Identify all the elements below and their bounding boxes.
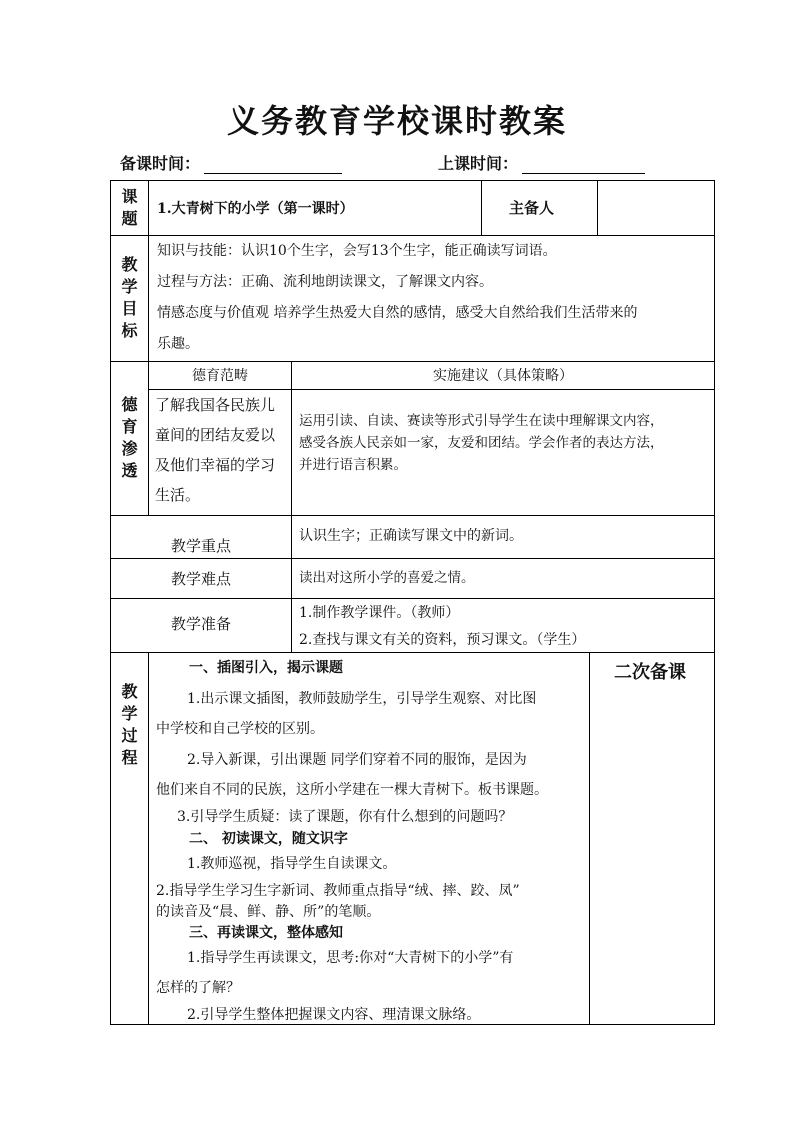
moral-label-char-4: 透 [121,461,138,480]
topic-label [111,181,148,235]
moral-scope-line-2: 童间的团结友爱以 [155,426,276,444]
process-label-char-4: 程 [121,748,138,767]
second-prep-label: 二次备课 [614,662,686,683]
process-line-8: 1.教师巡视，指导学生自读课文。 [187,856,397,872]
process-line-7: 二、 初读课文，随文识字 [189,831,348,847]
prep-time-row [120,150,342,174]
process-line-2: 1.出示课文插图，教师鼓励学生，引导学生观察、对比图 [187,691,537,707]
topic-value: 1.大青树下的小学（第一课时） [157,201,354,217]
process-line-1: 一、插图引入，揭示课题 [189,660,343,676]
key-points-label: 教学重点 [170,537,231,555]
class-time-blank [522,155,645,174]
objective-line-1: 知识与技能：认识10个生字，会写13个生字，能正确读写词语。 [157,243,557,259]
process-line-9: 2.指导学生学习生字新词、教师重点指导“绒、摔、跤、凤” [156,883,520,899]
objective-line-4: 乐趣。 [157,336,199,352]
objectives-label-char-1: 教 [121,255,138,274]
process-line-3: 中学校和自己学校的区别。 [156,721,324,737]
objectives-label-char-3: 目 [121,299,138,318]
process-label-char-1: 教 [121,682,138,701]
preparation-line-1: 1.制作教学课件。（教师） [299,605,460,621]
class-time-row [438,150,645,174]
objectives-label-char-4: 标 [121,321,138,340]
prep-time-label: 备课时间： [120,154,201,173]
moral-scope-line-3: 及他们幸福的学习 [155,456,276,474]
moral-label [111,361,148,515]
moral-scope-line-1: 了解我国各民族儿 [155,396,276,414]
difficulty-label: 教学难点 [170,570,231,588]
class-time-label: 上课时间： [438,154,519,173]
moral-scope-line-4: 生活。 [155,486,201,504]
moral-strategy-line-2: 感受各族人民亲如一家，友爱和团结。学会作者的表达方法， [299,435,664,451]
moral-strategy-line-1: 运用引读、自读、赛读等形式引导学生在读中理解课文内容， [299,413,664,429]
objective-line-2: 过程与方法：正确、流利地朗读课文，了解课文内容。 [157,274,493,290]
document-title: 义务教育学校课时教案 [226,102,567,140]
process-line-11: 三、再读课文，整体感知 [189,925,343,941]
moral-label-char-3: 渗 [121,439,138,458]
topic-label-char-1: 课 [121,187,138,206]
difficulty-value: 读出对这所小学的喜爱之情。 [299,570,475,586]
lesson-plan-table [110,180,715,1025]
objectives-label-char-2: 学 [121,277,138,296]
process-line-6: 3.引导学生质疑：读了课题，你有什么想到的问题吗？ [177,809,513,825]
process-label-char-3: 过 [121,726,138,745]
moral-col2-header: 实施建议（具体策略） [433,368,573,384]
process-label [111,681,148,791]
moral-col1-header: 德育范畴 [192,368,248,384]
process-label-char-2: 学 [121,704,138,723]
preparation-line-2: 2.查找与课文有关的资料，预习课文。（学生） [299,632,586,648]
prep-time-blank [204,155,342,174]
moral-label-char-1: 德 [121,395,138,414]
topic-label-char-2: 题 [121,209,138,228]
process-line-14: 2.引导学生整体把握课文内容、理清课文脉络。 [187,1007,481,1023]
lead-teacher-label: 主备人 [509,199,555,217]
moral-label-char-2: 育 [121,417,138,436]
objectives-label [111,235,148,361]
process-line-12: 1.指导学生再读课文，思考:你对“大青树下的小学”有 [187,950,514,966]
preparation-label: 教学准备 [170,615,231,633]
process-line-10: 的读音及“晨、鲜、静、所”的笔顺。 [156,904,381,920]
process-line-5: 他们来自不同的民族，这所小学建在一棵大青树下。板书课题。 [156,782,548,798]
process-line-4: 2.导入新课，引出课题 同学们穿着不同的服饰，是因为 [187,752,527,768]
objective-line-3: 情感态度与价值观 培养学生热爱大自然的感情，感受大自然给我们生活带来的 [157,305,638,321]
key-points-value: 认识生字；正确读写课文中的新词。 [299,528,523,544]
process-line-13: 怎样的了解？ [156,980,240,996]
moral-strategy-line-3: 并进行语言积累。 [299,457,407,473]
